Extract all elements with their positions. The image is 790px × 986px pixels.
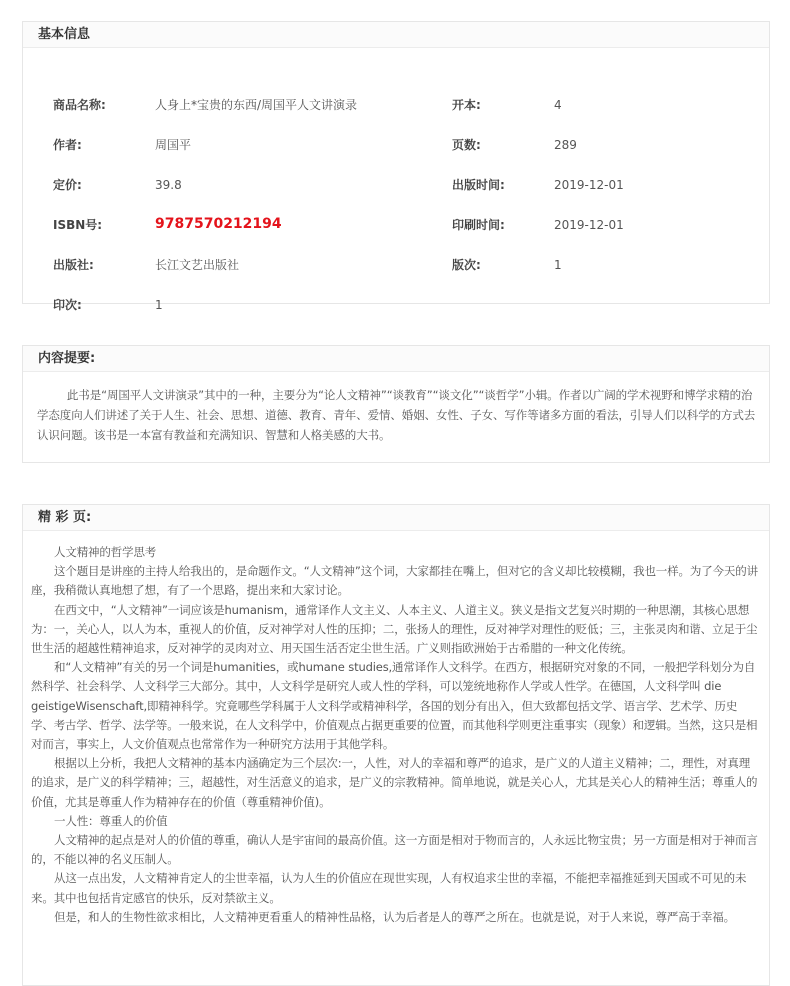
- printdate-value: 2019-12-01: [554, 218, 624, 232]
- excerpt-paragraph: 一人性：尊重人的价值: [54, 813, 168, 828]
- edition-label: 版次:: [452, 258, 481, 272]
- pubdate-label: 出版时间:: [452, 178, 505, 192]
- excerpt-paragraph: 但是，和人的生物性欲求相比，人文精神更看重人的精神性品格，认为后者是人的尊严之所在。也就是说，对于人来说，尊严高于幸福。: [54, 909, 735, 924]
- pubdate-value: 2019-12-01: [554, 178, 624, 192]
- pages-value: 289: [554, 138, 577, 152]
- isbn-value: 9787570212194: [155, 216, 282, 232]
- isbn-label: ISBN号:: [53, 218, 103, 232]
- excerpt-body: [23, 531, 769, 927]
- summary-panel: [22, 345, 770, 463]
- edition-value: 1: [554, 258, 562, 272]
- author-label: 作者:: [53, 138, 82, 152]
- impression-label: 印次:: [53, 298, 82, 312]
- publisher-label: 出版社:: [53, 258, 94, 272]
- impression-value: 1: [155, 298, 163, 312]
- price-value: 39.8: [155, 178, 182, 192]
- excerpt-heading: 精 彩 页:: [23, 505, 769, 531]
- basic-info-heading: 基本信息: [23, 22, 769, 48]
- basic-info-grid: [23, 48, 769, 312]
- summary-text: 此书是“周国平人文讲演录”其中的一种，主要分为“论人文精神”“谈教育”“谈文化”“谈哲学”小辑。作者以广阔的学术视野和博学求精的治学态度向人们讲述了关于人生、社会、思想、道德、教育、青年、爱情、婚姻、女性、子女、写作等诸多方面的看法，引导人们以科学的方式去认识问题。该书是一本富有教益和充满知识、智慧和人格美感的大书。: [37, 388, 756, 442]
- excerpt-paragraph: 从这一点出发，人文精神肯定人的尘世幸福，认为人生的价值应在现世实现，人有权追求尘世的幸福，不能把幸福推延到天国或不可见的未来。其中也包括肯定感官的快乐，反对禁欲主义。: [31, 871, 747, 905]
- excerpt-panel: [22, 504, 770, 986]
- excerpt-paragraph: 这个题目是讲座的主持人给我出的，是命题作文。“人文精神”这个词，大家都挂在嘴上，但对它的含义却比较模糊，我也一样。为了今天的讲座，我稍微认真地想了想，有了一个思路，提出来和大家讨论。: [31, 564, 758, 598]
- format-value: 4: [554, 98, 562, 112]
- excerpt-paragraph: 人文精神的哲学思考: [54, 545, 157, 559]
- summary-heading: 内容提要:: [23, 346, 769, 372]
- excerpt-paragraph: 在西文中，“人文精神”一词应该是humanism，通常译作人文主义、人本主义、人道主义。狭义是指文艺复兴时期的一种思潮，其核心思想为：一，关心人，以人为本，重视人的价值，反对神学对人性的压抑；二，张扬人的理性，反对神学对理性的贬低；三，主张灵肉和谐、立足于尘世生活的超越性精神追求，反对神学的灵肉对立、用天国生活否定尘世生活。广义则指欧洲始于古希腊的一种文化传统。: [31, 602, 758, 656]
- format-label: 开本:: [452, 98, 481, 112]
- excerpt-paragraph: 根据以上分析，我把人文精神的基本内涵确定为三个层次:一，人性，对人的幸福和尊严的追求，是广义的人道主义精神；二，理性，对真理的追求，是广义的科学精神；三，超越性，对生活意义的追求，是广义的宗教精神。简单地说，就是关心人，尤其是关心人的精神生活；尊重人的价值，尤其是尊重人作为精神存在的价值（尊重精神价值)。: [31, 756, 758, 809]
- printdate-label: 印刷时间:: [452, 218, 505, 232]
- basic-info-panel: [22, 21, 770, 312]
- title-label: 商品名称:: [53, 98, 106, 112]
- publisher-value: 长江文艺出版社: [155, 258, 240, 272]
- excerpt-paragraph: 人文精神的起点是对人的价值的尊重，确认人是宇宙间的最高价值。这一方面是相对于物而言的，人永远比物宝贵；另一方面是相对于神而言的，不能以神的名义压制人。: [31, 833, 758, 867]
- excerpt-paragraph: 和“人文精神”有关的另一个词是humanities，或humane studies,通常译作人文科学。在西方，根据研究对象的不同，一般把学科划分为自然科学、社会科学、人文科学三大部分。其中，人文科学是研究人或人性的学科，可以笼统地称作人学或人性学。在德国，人文科学叫 die geistigeWisenschaft,即精神科学。究竟哪些学科属于人文科学或精神科学，各国的划分有出入，但大致都包括文学、语言学、艺术学、历史学、考古学、哲学、法学等。一般来说，在人文科学中，价值观点占据更重要的位置，而其他科学则更注重事实（现象）和逻辑。当然，这只是相对而言，事实上，人文价值观点也常常作为一种研究方法用于其他学科。: [31, 660, 758, 752]
- pages-label: 页数:: [452, 138, 481, 152]
- title-value: 人身上*宝贵的东西/周国平人文讲演录: [155, 98, 358, 112]
- author-value: 周国平: [155, 138, 192, 152]
- price-label: 定价:: [53, 178, 82, 192]
